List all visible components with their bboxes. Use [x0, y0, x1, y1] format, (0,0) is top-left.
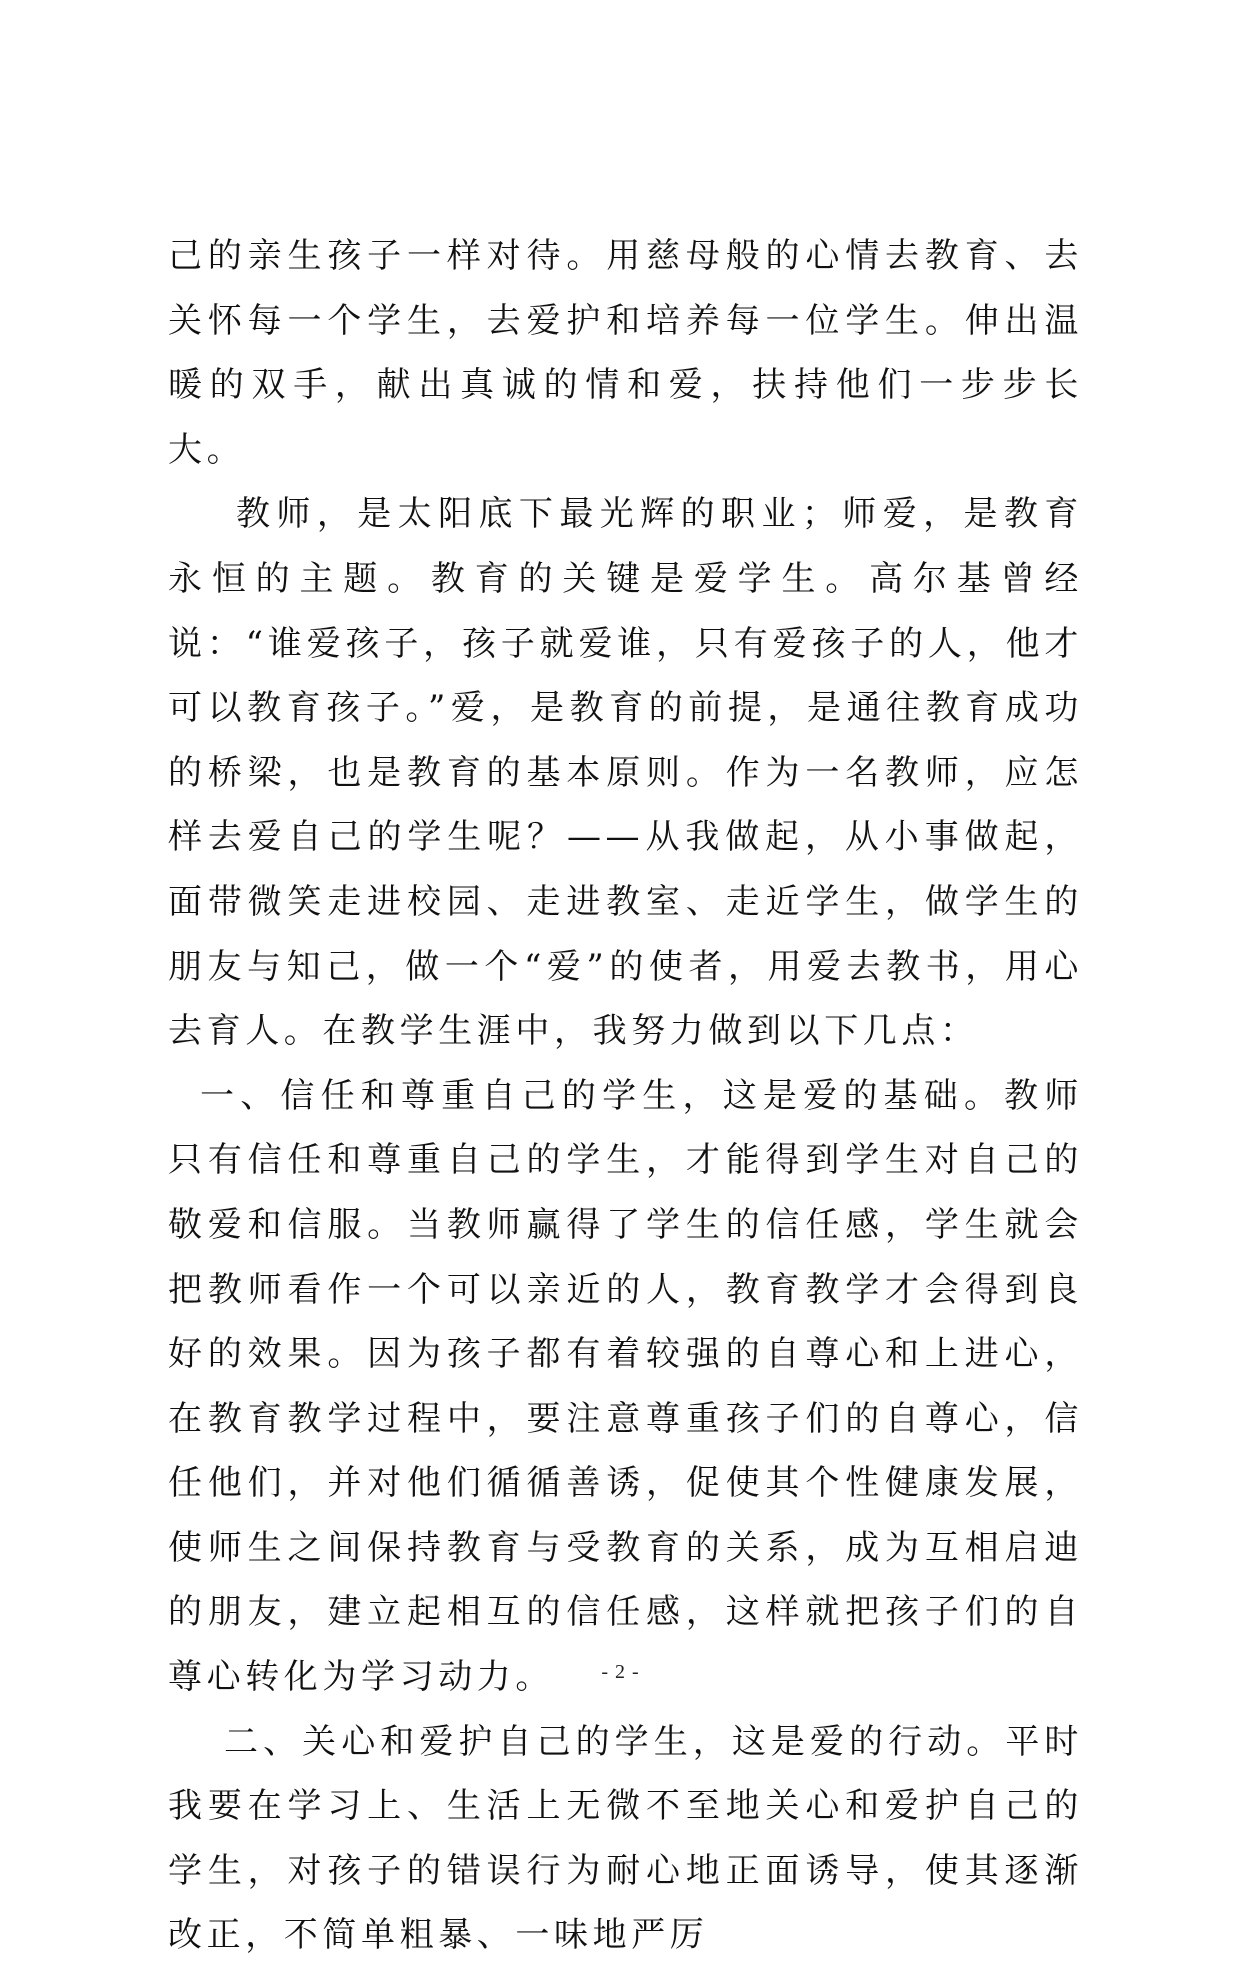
paragraph-point-two: 二、关心和爱护自己的学生，这是爱的行动。平时我要在学习上、生活上无微不至地关心和爱护自己的学生，对孩子的错误行为耐心地正面诱导，使其逐渐改正，不简单粗暴、一味地严厉 — [168, 1721, 1083, 1956]
page-number: - 2 - — [601, 1661, 640, 1683]
document-body — [168, 224, 1083, 1968]
paragraph-continuation: 己的亲生孩子一样对待。用慈母般的心情去教育、去关怀每一个学生，去爱护和培养每一位学生。伸出温暖的双手，献出真诚的情和爱，扶持他们一步步长大。 — [168, 236, 1083, 470]
paragraph-teacher-love: 教师，是太阳底下最光辉的职业；师爱，是教育永恒的主题。教育的关键是爱学生。高尔基曾经说：“谁爱孩子，孩子就爱谁，只有爱孩子的人，他才可以教育孩子。”爱，是教育的前提，是通往教育成功的桥梁，也是教育的基本原则。作为一名教师，应怎样去爱自己的学生呢？——从我做起，从小事做起，面带微笑走进校园、走进教室、走近学生，做学生的朋友与知己，做一个“爱”的使者，用爱去教书，用心去育人。在教学生涯中，我努力做到以下几点： — [168, 494, 1083, 1052]
paragraph-point-one: 一、信任和尊重自己的学生，这是爱的基础。教师只有信任和尊重自己的学生，才能得到学生对自己的敬爱和信服。当教师赢得了学生的信任感，学生就会把教师看作一个可以亲近的人，教育教学才会得到良好的效果。因为孩子都有着较强的自尊心和上进心，在教育教学过程中，要注意尊重孩子们的自尊心，信任他们，并对他们循循善诱，促使其个性健康发展，使师生之间保持教育与受教育的关系，成为互相启迪的朋友，建立起相互的信任感，这样就把孩子们的自尊心转化为学习动力。 — [168, 1075, 1083, 1698]
